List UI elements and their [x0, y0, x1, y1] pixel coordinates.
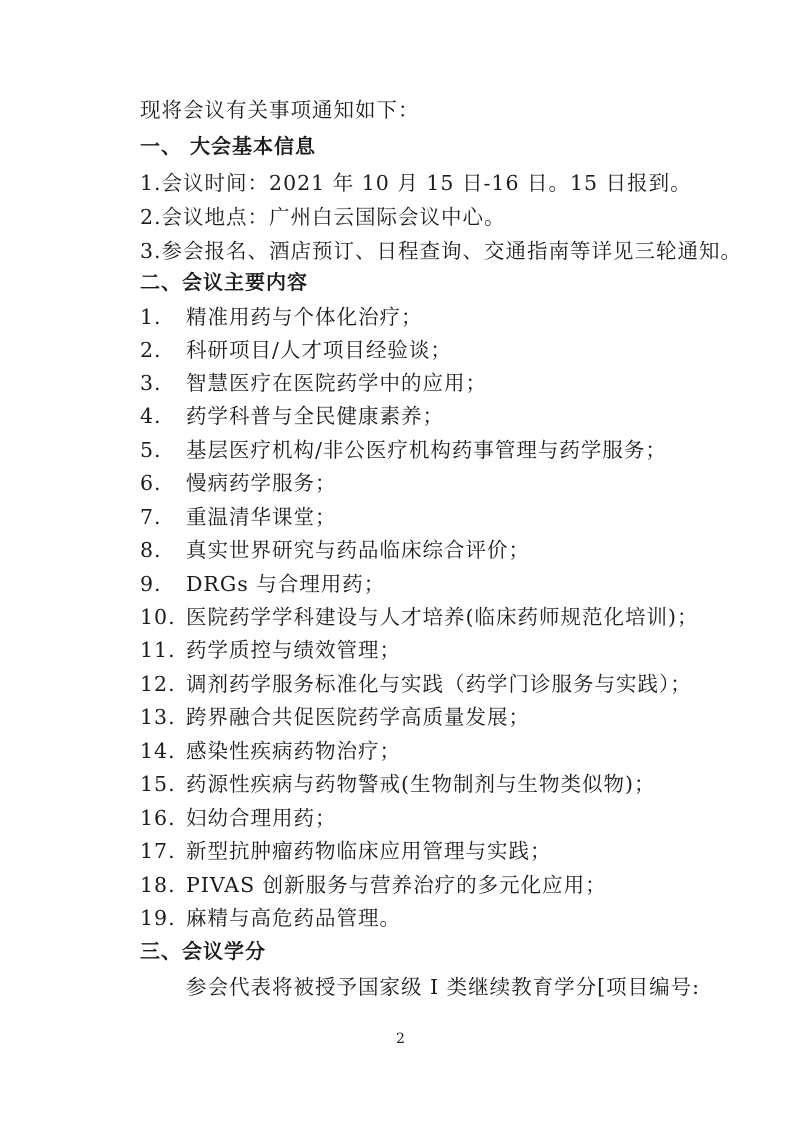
list-item-text: 医院药学学科建设与人才培养(临床药师规范化培训)；	[186, 605, 699, 629]
content-list-item	[140, 704, 530, 730]
list-item-text: 新型抗肿瘤药物临床应用管理与实践；	[186, 839, 552, 863]
list-item-text: 感染性疾病药物治疗；	[186, 739, 401, 763]
section-heading-credits: 三、会议学分	[140, 939, 266, 963]
content-list-item	[140, 403, 444, 429]
list-item-number: 14.	[140, 739, 176, 763]
content-list-item	[140, 337, 452, 363]
content-list-item	[140, 671, 692, 697]
list-item-number: 15.	[140, 772, 176, 796]
basic-info-item: 2.会议地点：广州白云国际会议中心。	[140, 205, 506, 229]
list-item-number: 10.	[140, 605, 176, 629]
list-item-text: 基层医疗机构/非公医疗机构药事管理与药学服务；	[186, 438, 667, 462]
list-item-number: 16.	[140, 806, 176, 830]
list-item-text: PIVAS 创新服务与营养治疗的多元化应用；	[186, 873, 607, 897]
list-item-text: 精准用药与个体化治疗；	[186, 305, 423, 329]
page-number: 2	[396, 1031, 405, 1047]
content-list-item	[140, 905, 401, 931]
list-item-number: 2.	[140, 338, 162, 362]
section-heading-main-content: 二、会议主要内容	[140, 270, 308, 294]
list-item-number: 1.	[140, 305, 162, 329]
list-item-number: 12.	[140, 672, 176, 696]
list-item-number: 19.	[140, 906, 176, 930]
list-item-text: 真实世界研究与药品临床综合评价；	[186, 538, 530, 562]
content-list-item	[140, 738, 401, 764]
content-list-item	[140, 437, 667, 463]
content-list-item	[140, 771, 656, 797]
content-list-item	[140, 370, 487, 396]
content-list-item	[140, 604, 699, 630]
content-list-item	[140, 805, 337, 831]
content-list-item	[140, 637, 401, 663]
list-item-number: 18.	[140, 873, 176, 897]
list-item-number: 17.	[140, 839, 176, 863]
list-item-number: 7.	[140, 505, 162, 529]
list-item-number: 4.	[140, 404, 162, 428]
list-item-text: 调剂药学服务标准化与实践（药学门诊服务与实践）；	[186, 672, 692, 696]
list-item-number: 6.	[140, 471, 162, 495]
basic-info-item: 3.参会报名、酒店预订、日程查询、交通指南等详见三轮通知。	[140, 239, 743, 263]
list-item-text: 跨界融合共促医院药学高质量发展；	[186, 705, 530, 729]
content-list-item	[140, 872, 607, 898]
content-list-item	[140, 571, 385, 597]
list-item-text: 重温清华课堂；	[186, 505, 337, 529]
list-item-text: 药学质控与绩效管理；	[186, 638, 401, 662]
list-item-number: 3.	[140, 371, 162, 395]
content-list-item	[140, 537, 530, 563]
list-item-text: 科研项目/人才项目经验谈；	[186, 338, 452, 362]
list-item-text: 药学科普与全民健康素养；	[186, 404, 444, 428]
section-heading-basic-info: 一、 大会基本信息	[140, 134, 316, 158]
content-list-item	[140, 838, 552, 864]
content-list-item	[140, 504, 337, 530]
list-item-number: 11.	[140, 638, 176, 662]
list-item-number: 5.	[140, 438, 162, 462]
list-item-text: 妇幼合理用药；	[186, 806, 337, 830]
list-item-text: 麻精与高危药品管理。	[186, 906, 401, 930]
list-item-number: 13.	[140, 705, 176, 729]
content-list-item	[140, 470, 337, 496]
basic-info-item: 1.会议时间：2021 年 10 月 15 日-16 日。15 日报到。	[140, 171, 692, 195]
content-list-item	[140, 304, 423, 330]
list-item-text: DRGs 与合理用药；	[186, 572, 386, 596]
list-item-text: 慢病药学服务；	[186, 471, 337, 495]
intro-text: 现将会议有关事项通知如下：	[140, 98, 420, 122]
list-item-number: 8.	[140, 538, 162, 562]
credits-paragraph: 参会代表将被授予国家级 I 类继续教育学分[项目编号:	[186, 975, 701, 999]
list-item-text: 智慧医疗在医院药学中的应用；	[186, 371, 487, 395]
list-item-text: 药源性疾病与药物警戒(生物制剂与生物类似物)；	[186, 772, 656, 796]
list-item-number: 9.	[140, 572, 162, 596]
